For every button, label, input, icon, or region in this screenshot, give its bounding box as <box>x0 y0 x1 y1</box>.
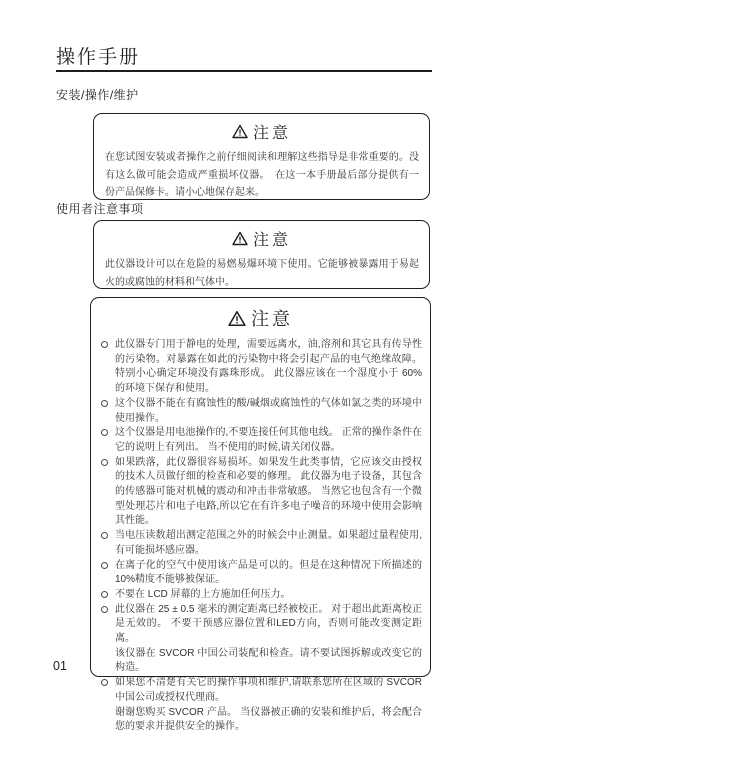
bullet-circle-icon <box>101 529 115 558</box>
precaution-item-text: 在离子化的空气中使用该产品是可以的。但是在这种情况下所描述的10%精度不能够被保证。 <box>115 559 422 586</box>
precaution-item-text: 如果您不清楚有关它的操作事项和维护,请联系您所在区域的 SVCOR 中国公司或授权代理商。 谢谢您购买 SVCOR 产品。 当仪器被正确的安装和维护后，将会配合您的要求并提供安全的操作。 <box>115 677 422 733</box>
bullet-circle-icon <box>101 426 115 455</box>
section-label-user-precautions: 使用者注意事项 <box>56 202 144 216</box>
caution-heading-row <box>94 120 429 143</box>
precaution-list-item <box>101 529 422 558</box>
bullet-circle-icon <box>101 588 115 603</box>
warning-triangle-icon <box>228 310 246 327</box>
precaution-list-item <box>101 338 422 397</box>
precaution-item-text: 这个仪器不能在有腐蚀性的酸/碱烟或腐蚀性的气体如氯之类的环境中使用操作。 <box>115 397 422 424</box>
page-number: 01 <box>53 659 67 673</box>
caution-heading-text: 注意 <box>252 125 291 142</box>
bullet-circle-icon <box>101 559 115 588</box>
precaution-list-item <box>101 588 422 603</box>
precaution-list-item <box>101 559 422 588</box>
precaution-item-text: 不要在 LCD 屏幕的上方施加任何压力。 <box>115 588 291 600</box>
precaution-list-item <box>101 603 422 677</box>
precaution-item-text: 此仪器专门用于静电的处理，需要远离水，油,溶剂和其它具有传导性的污染物。对暴露在如此的污染物中将会引起产品的电气绝缘故障。特别小心确定环境没有露珠形成。 此仪器应该在一个湿度小于 60% 的环境下保存和使用。 <box>115 339 422 395</box>
caution-heading-text: 注意 <box>251 309 293 329</box>
caution-box-environment <box>93 220 430 289</box>
page-title: 操作手册 <box>56 47 141 68</box>
precaution-list-item <box>101 456 422 530</box>
precaution-item-text: 这个仪器是用电池操作的,不要连接任何其他电线。 正常的操作条件在它的说明上有列出。 当不使用的时候,请关闭仪器。 <box>115 427 422 453</box>
precaution-list-item <box>101 676 422 735</box>
precaution-item-text: 此仪器在 25 ± 0.5 毫米的测定距离已经被校正。 对于超出此距离校正是无效的。 不要干预感应器位置和LED方向，否则可能改变测定距离。 该仪器在 SVCOR 中国公司装配和检查。请不要试图拆解或改变它的构造。 <box>115 603 422 674</box>
precaution-list <box>101 338 422 735</box>
warning-triangle-icon <box>232 124 248 139</box>
caution-heading-text: 注意 <box>252 232 291 249</box>
caution-box-precautions <box>90 297 431 733</box>
section-label-install-operate-maintain: 安装/操作/维护 <box>56 88 139 102</box>
warning-triangle-icon <box>232 231 248 246</box>
bullet-circle-icon <box>101 676 115 735</box>
caution-body-text: 在您试图安装或者操作之前仔细阅读和理解这些指导是非常重要的。没有这么做可能会造成严重损坏仪器。 在这一本手册最后部分提供有一份产品保修卡。请小心地保存起来。 <box>105 152 419 198</box>
bullet-circle-icon <box>101 603 115 677</box>
caution-heading-row <box>94 227 429 250</box>
bullet-circle-icon <box>101 338 115 397</box>
precaution-list-item <box>101 426 422 455</box>
caution-body-text: 此仪器设计可以在危险的易燃易爆环境下使用。它能够被暴露用于易起火的或腐蚀的材料和气体中。 <box>105 259 419 288</box>
title-underline-rule <box>56 70 432 72</box>
precaution-item-text: 如果跌落，此仪器很容易损坏。如果发生此类事情，它应该交由授权的技术人员做仔细的检查和必要的修理。 此仪器为电子设备，其包含的传感器可能对机械的震动和冲击非常敏感。 当然它也包含有一个微型处理芯片和电子电路,所以它在有许多电子噪音的环境中使用会影响其性能。 <box>115 456 422 527</box>
precaution-item-text: 当电压读数超出测定范围之外的时候会中止测量。如果超过量程使用,有可能损坏感应器。 <box>115 530 422 556</box>
caution-heading-row <box>91 305 430 331</box>
caution-box-install <box>93 113 430 200</box>
precaution-list-item <box>101 397 422 426</box>
bullet-circle-icon <box>101 397 115 426</box>
bullet-circle-icon <box>101 456 115 530</box>
